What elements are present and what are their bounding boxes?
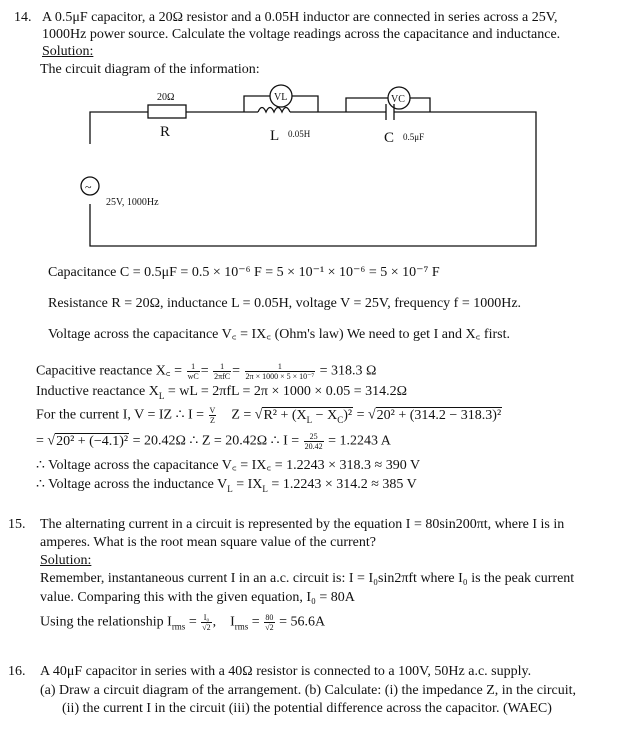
vc-meter-label: VC xyxy=(391,94,405,105)
current-value-fraction: $\frac{25}{20.42}$ xyxy=(304,432,323,451)
circuit-diagram xyxy=(0,0,639,260)
q15-solution-label: Solution: xyxy=(40,553,92,568)
xc-fraction-1: $\frac{1}{wC}$ xyxy=(187,362,199,381)
q16-text-line2: (a) Draw a circuit diagram of the arrangement. (b) Calculate: (i) the impedance Z, in the circuit, xyxy=(40,683,577,698)
vl-result-line: ∴ Voltage across the inductance $V_L = IX_L = 1.2243 \times 314.2 \approx 385$ V xyxy=(36,477,417,494)
vc-lead-left xyxy=(346,98,388,112)
inductive-reactance-line: Inductive reactance $X_L$ = wL = 2πfL = 2π × 1000 × 0.05 = 314.2Ω xyxy=(36,384,408,401)
source-label: 25V, 1000Hz xyxy=(106,197,159,208)
current-line: For the current I, V = IZ ∴ I = $\frac{V}{Z}$ $Z = √R^2 + (X_L - X_C)^2 = √20^2 + (314.2 - 318.3)^2$ xyxy=(36,406,502,425)
resistor-symbol xyxy=(148,105,186,118)
q16-text-line3: (ii) the current I in the circuit (iii) the potential difference across the capacitor. (WAEC) xyxy=(62,701,552,716)
circuit-wire xyxy=(90,112,536,246)
q14-diagram-intro: The circuit diagram of the information: xyxy=(40,62,260,77)
capacitive-reactance-line: Capacitive reactance X꜀ = $\frac{1}{wC}$ = $\frac{1}{\text{2πfC}}$ = $\frac{1}{\text{2π × 1000 × 5 × 10⁻⁷}}$ = 318.3 Ω xyxy=(36,362,377,381)
vc-result-line: ∴ Voltage across the capacitance V꜀ = IX꜀ = 1.2243 × 318.3 ≈ 390 V xyxy=(36,458,421,473)
q16-text-line1: A 40μF capacitor in series with a 40Ω resistor is connected to a 100V, 50Hz a.c. supply. xyxy=(40,664,532,679)
q15-line1: Remember, instantaneous current I in an a.c. circuit is: I = I₀sin2πft where I₀ is the peak current xyxy=(40,571,575,586)
capacitance-line: Capacitance C = 0.5μF = 0.5 × 10⁻⁶ F = 5 × 10⁻¹ × 10⁻⁶ = 5 × 10⁻⁷ F xyxy=(48,265,440,280)
q15-text-line2: amperes. What is the root mean square value of the current? xyxy=(40,535,376,550)
vl-lead-right xyxy=(292,96,318,112)
q14-text-line1: A 0.5μF capacitor, a 20Ω resistor and a 0.05H inductor are connected in series across a 25V, xyxy=(42,10,558,25)
q14-text-line2: 1000Hz power source. Calculate the voltage readings across the capacitance and inductance. xyxy=(42,27,561,42)
q15-line2: value. Comparing this with the given equation, I₀ = 80A xyxy=(40,590,355,605)
xc-fraction-3: $\frac{1}{\text{2π × 1000 × 5 × 10⁻⁷}}$ xyxy=(245,362,315,381)
xc-fraction-2: $\frac{1}{\text{2πfC}}$ xyxy=(214,362,231,381)
irms-fraction-1: $\frac{\text{I₀}}{√2}$ xyxy=(202,613,211,632)
inductor-value-label: 0.05H xyxy=(288,129,311,139)
q15-number: 15. xyxy=(8,517,26,532)
q14-number: 14. xyxy=(14,10,32,25)
q15-text-line1: The alternating current in a circuit is represented by the equation I = 80sin200πt, where I is in xyxy=(40,517,565,532)
q15-line3: Using the relationship $I_{rms}$ = $\frac{\text{I₀}}{√2}$ , $I_{rms}$ = $\frac{80}{√2}$ = 56.6A xyxy=(40,613,326,632)
resistor-value-label: 20Ω xyxy=(157,92,175,103)
vl-lead-left xyxy=(244,96,270,112)
ac-wave-glyph: ~ xyxy=(85,180,92,194)
resistor-letter: R xyxy=(160,124,171,140)
q14-solution-label: Solution: xyxy=(42,44,94,59)
capacitor-value-label: 0.5μF xyxy=(403,132,425,142)
xc-label: Capacitive reactance X꜀ = xyxy=(36,363,183,379)
inductor-letter: L xyxy=(270,128,280,144)
vc-lead-right xyxy=(410,98,430,112)
q16-number: 16. xyxy=(8,664,26,679)
impedance-line: = √20² + (−4.1)² = 20.42Ω ∴ Z = 20.42Ω ∴ I = $\frac{25}{20.42}$ = 1.2243 A xyxy=(36,432,391,451)
current-fraction: $\frac{V}{Z}$ xyxy=(209,406,216,425)
xc-result: = 318.3 Ω xyxy=(319,363,377,379)
irms-fraction-2: $\frac{80}{√2}$ xyxy=(265,613,274,632)
resistance-line: Resistance R = 20Ω, inductance L = 0.05H, voltage V = 25V, frequency f = 1000Hz. xyxy=(48,296,522,311)
vl-meter-label: VL xyxy=(274,92,288,103)
capacitor-letter: C xyxy=(384,130,395,146)
voltage-cap-line: Voltage across the capacitance V꜀ = IX꜀ (Ohm's law) We need to get I and X꜀ first. xyxy=(48,327,510,342)
